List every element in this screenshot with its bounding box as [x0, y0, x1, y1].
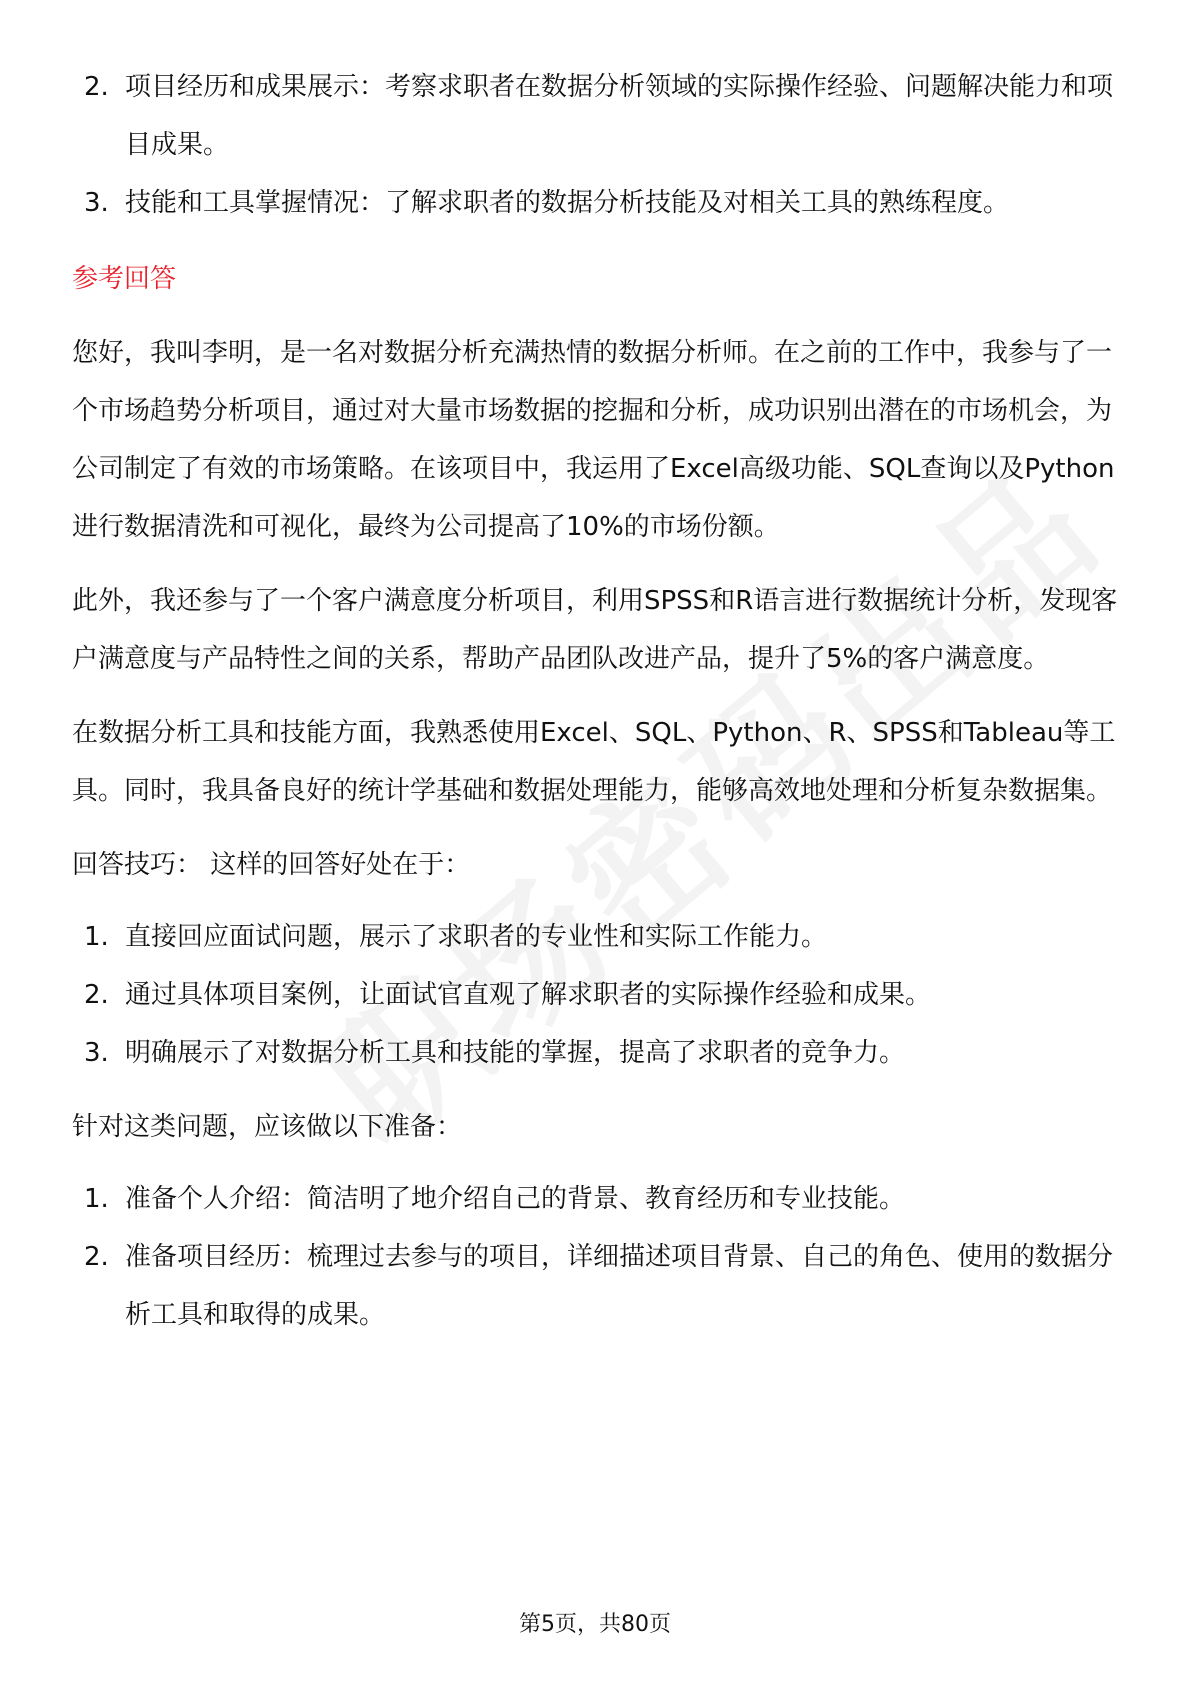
answer-paragraph: 在数据分析工具和技能方面，我熟悉使用Excel、SQL、Python、R、SPSS和Tableau等工具。同时，我具备良好的统计学基础和数据处理能力，能够高效地处理和分析复杂数据集。	[72, 718, 1116, 806]
list-item-text: 通过具体项目案例，让面试官直观了解求职者的实际操作经验和成果。	[125, 980, 932, 1010]
list-item-number: 2.	[84, 72, 109, 102]
list-item-text: 明确展示了对数据分析工具和技能的掌握，提高了求职者的竞争力。	[125, 1038, 906, 1068]
page-content	[72, 58, 1122, 1344]
list-item	[72, 1170, 1122, 1228]
list-item-number: 3.	[84, 188, 109, 218]
list-item	[72, 1228, 1122, 1344]
list-item-number: 2.	[84, 1242, 109, 1272]
preparation-heading: 针对这类问题，应该做以下准备：	[72, 1112, 463, 1142]
reference-answer-heading: 参考回答	[72, 264, 177, 294]
page-number-footer: 第5页，共80页	[519, 1612, 671, 1637]
list-item-number: 3.	[84, 1038, 109, 1068]
list-item	[72, 966, 1122, 1024]
list-item-text: 项目经历和成果展示：考察求职者在数据分析领域的实际操作经验、问题解决能力和项目成果。	[125, 72, 1114, 160]
tips-heading: 回答技巧： 这样的回答好处在于：	[72, 850, 471, 880]
list-item	[72, 1024, 1122, 1082]
list-item	[72, 58, 1122, 174]
list-item-number: 2.	[84, 980, 109, 1010]
list-item-number: 1.	[84, 1184, 109, 1214]
list-item-text: 准备个人介绍：简洁明了地介绍自己的背景、教育经历和专业技能。	[125, 1184, 906, 1214]
criteria-list	[72, 58, 1122, 232]
preparation-list	[72, 1170, 1122, 1344]
list-item-text: 技能和工具掌握情况：了解求职者的数据分析技能及对相关工具的熟练程度。	[125, 188, 1010, 218]
list-item-text: 准备项目经历：梳理过去参与的项目，详细描述项目背景、自己的角色、使用的数据分析工具和取得的成果。	[125, 1242, 1114, 1330]
list-item-text: 直接回应面试问题，展示了求职者的专业性和实际工作能力。	[125, 922, 828, 952]
tips-list	[72, 908, 1122, 1082]
list-item	[72, 174, 1122, 232]
list-item	[72, 908, 1122, 966]
answer-paragraph: 您好，我叫李明，是一名对数据分析充满热情的数据分析师。在之前的工作中，我参与了一个市场趋势分析项目，通过对大量市场数据的挖掘和分析，成功识别出潜在的市场机会，为公司制定了有效的市场策略。在该项目中，我运用了Excel高级功能、SQL查询以及Python进行数据清洗和可视化，最终为公司提高了10%的市场份额。	[72, 338, 1115, 542]
answer-paragraph: 此外，我还参与了一个客户满意度分析项目，利用SPSS和R语言进行数据统计分析，发现客户满意度与产品特性之间的关系，帮助产品团队改进产品，提升了5%的客户满意度。	[72, 586, 1118, 674]
list-item-number: 1.	[84, 922, 109, 952]
